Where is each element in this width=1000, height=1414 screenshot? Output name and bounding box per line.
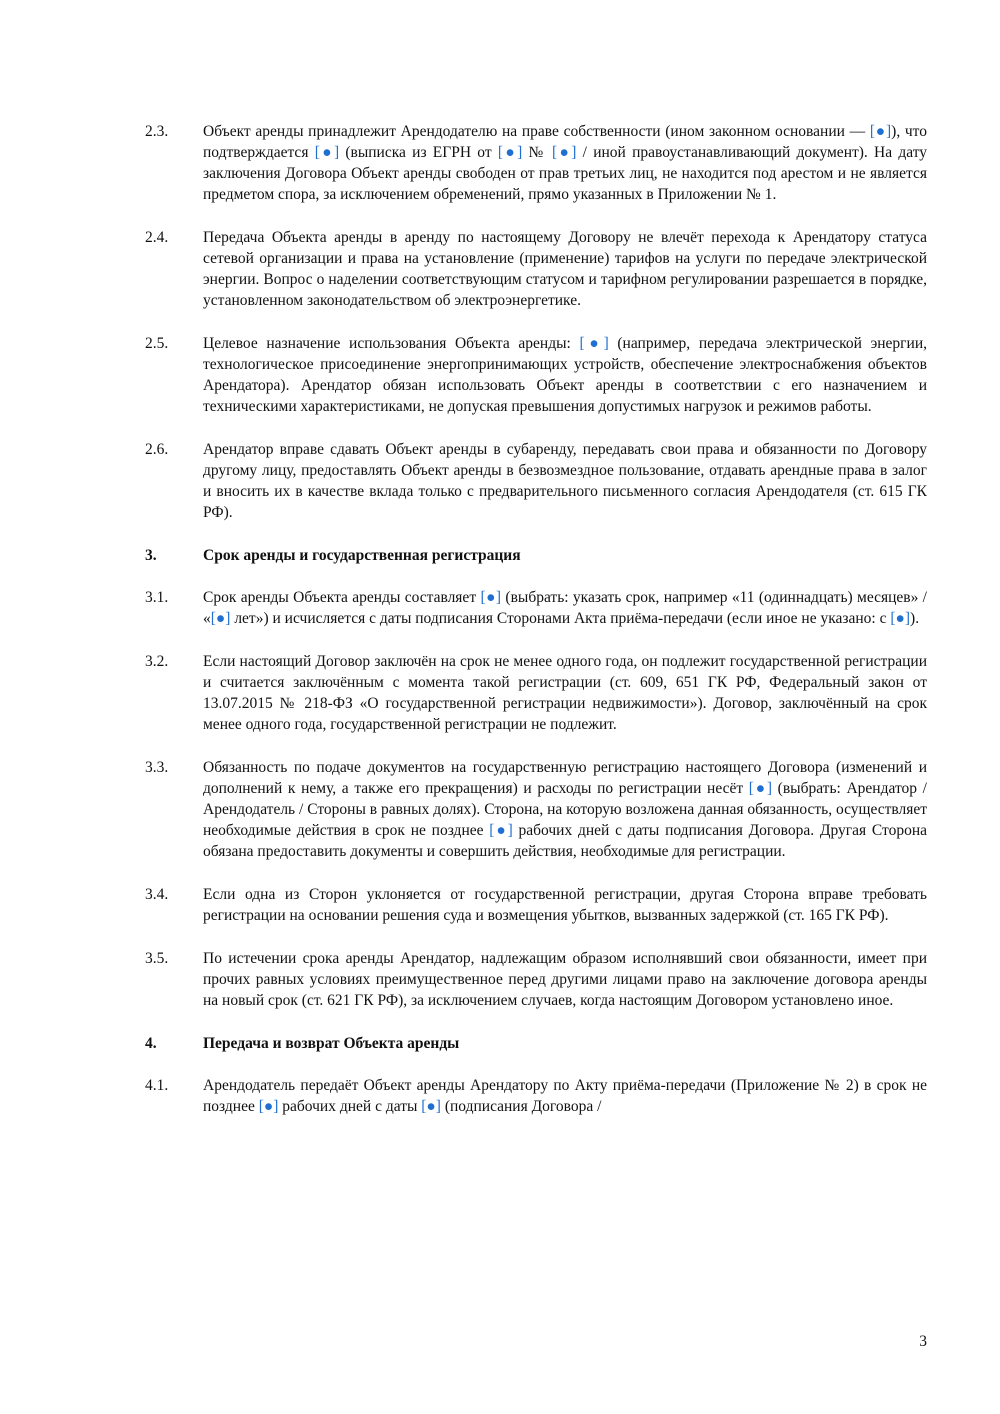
text-segment: (выбрать: Арендатор / Арендодатель / Стороны в равных долях). Сторона, на которую возложена данная обязанность, осуществляет необходимые действия в срок не позднее: [203, 780, 927, 839]
text-segment: По истечении срока аренды Арендатор, надлежащим образом исполнявший свои обязанности, имеет при прочих равных условиях преимущественное перед другими лицами право на заключение договора аренды на новый срок (ст. 621 ГК РФ), за исключением случаев, когда настоящим Договором установлено иное.: [203, 950, 927, 1009]
text-segment: Передача и возврат Объекта аренды: [203, 1035, 460, 1052]
placeholder-marker: [●]: [890, 610, 911, 627]
text-segment: №: [522, 144, 552, 161]
clause-text: [203, 227, 927, 311]
clause-number: 3.4.: [145, 886, 169, 903]
clause-number: 2.4.: [145, 229, 169, 246]
text-segment: Если одна из Сторон уклоняется от государственной регистрации, другая Сторона вправе требовать регистрации на основании решения суда и возмещения убытков, вызванных задержкой (ст. 165 ГК РФ).: [203, 886, 927, 924]
clause-number: 4.: [145, 1035, 157, 1052]
placeholder-marker: [●]: [480, 589, 502, 606]
text-segment: Целевое назначение использования Объекта аренды:: [203, 335, 580, 352]
page-number: 3: [919, 1333, 927, 1350]
text-segment: / иной правоустанавливающий документ). На дату заключения Договора Объект аренды свободен от прав третьих лиц, не находится под арестом и не является предметом спора, за исключением обременений, прямо указанных в Приложении № 1.: [203, 144, 928, 203]
clause-text: [203, 587, 927, 629]
text-segment: Арендатор вправе сдавать Объект аренды в субаренду, передавать свои права и обязанности по Договору другому лицу, предоставлять Объект аренды в безвозмездное пользование, отдавать арендные права в залог и вносить их в качестве вклада только с предварительного письменного согласия Арендодателя (ст. 615 ГК РФ).: [203, 441, 927, 521]
clause-number: 2.3.: [145, 123, 169, 140]
section-heading: [145, 545, 927, 566]
text-segment: ), что подтверждается: [203, 123, 928, 161]
placeholder-marker: [●]: [489, 822, 513, 839]
clause: [145, 227, 927, 311]
text-segment: Если настоящий Договор заключён на срок не менее одного года, он подлежит государственной регистрации и считается заключённым с момента такой регистрации (ст. 609, 651 ГК РФ, Федеральный закон от 13.07.2015 № 218-ФЗ «О государственной регистрации недвижимости»). Договор, заключённый на срок менее одного года, государственной регистрации не подлежит.: [203, 653, 927, 733]
placeholder-marker: [●]: [314, 144, 340, 161]
clause: [145, 651, 927, 735]
text-segment: (например, передача электрической энергии, технологическое присоединение энергопринимающих устройств, обеспечение электроснабжения объектов Арендатора). Арендатор обязан использовать Объект аренды в соответствии с его назначением и техническими характеристиками, не допуская превышения допустимых нагрузок и режимов работы.: [203, 335, 928, 415]
clause-number: 3.2.: [145, 653, 169, 670]
text-segment: Срок аренды и государственная регистрация: [203, 547, 521, 564]
placeholder-marker: [●]: [551, 144, 577, 161]
clause-text: [203, 757, 927, 862]
clause-text: [203, 948, 927, 1011]
clause-text: [203, 1075, 927, 1117]
clause: [145, 333, 927, 417]
document-page: [145, 121, 927, 1139]
clause-number: 3.: [145, 547, 157, 564]
text-segment: Передача Объекта аренды в аренду по настоящему Договору не влечёт перехода к Арендатору статуса сетевой организации и права на установление (применение) тарифов на услуги по передаче электрической энергии. Вопрос о наделении соответствующим статусом и тарифном регулировании разрешается в порядке, установленном законодательством об электроэнергетике.: [203, 229, 927, 309]
section-heading: [145, 1033, 927, 1054]
clause-number: 2.6.: [145, 441, 169, 458]
placeholder-marker: [●]: [869, 123, 892, 140]
text-segment: (выписка из ЕГРН от: [339, 144, 498, 161]
text-segment: Обязанность по подаче документов на государственную регистрацию настоящего Договора (изменений и дополнений к нему, а также его прекращения) и расходы по регистрации несёт: [203, 759, 927, 797]
placeholder-marker: [●]: [748, 780, 773, 797]
text-segment: (выбрать: указать срок, например «11 (одиннадцать) месяцев» / «: [203, 589, 927, 627]
placeholder-marker: [●]: [579, 335, 609, 352]
section-title: [203, 545, 927, 566]
placeholder-marker: [●]: [497, 144, 523, 161]
text-segment: Арендодатель передаёт Объект аренды Арендатору по Акту приёма-передачи (Приложение № 2) в срок не позднее: [203, 1077, 927, 1115]
clause-number: 4.1.: [145, 1077, 169, 1094]
clause-number: 3.5.: [145, 950, 169, 967]
clause-number: 2.5.: [145, 335, 169, 352]
placeholder-marker: [●]: [210, 610, 231, 627]
clause-text: [203, 884, 927, 926]
text-segment: (подписания Договора /: [440, 1098, 602, 1115]
section-title: [203, 1033, 927, 1054]
clause: [145, 587, 927, 629]
clause-number: 3.3.: [145, 759, 169, 776]
clause: [145, 948, 927, 1011]
clause-text: [203, 651, 927, 735]
clause-text: [203, 333, 927, 417]
placeholder-marker: [●]: [421, 1098, 441, 1115]
text-segment: ).: [910, 610, 920, 627]
clause: [145, 439, 927, 523]
text-segment: Объект аренды принадлежит Арендодателю на праве собственности (ином законном основании —: [203, 123, 870, 140]
clause-number: 3.1.: [145, 589, 169, 606]
placeholder-marker: [●]: [258, 1098, 279, 1115]
clause: [145, 1075, 927, 1117]
clause: [145, 884, 927, 926]
clause-text: [203, 439, 927, 523]
text-segment: Срок аренды Объекта аренды составляет: [203, 589, 481, 606]
clause-text: [203, 121, 927, 205]
text-segment: рабочих дней с даты: [278, 1098, 422, 1115]
clause: [145, 757, 927, 862]
clause: [145, 121, 927, 205]
text-segment: рабочих дней с даты подписания Договора. Другая Сторона обязана предоставить документы и совершить действия, необходимые для регистрации.: [203, 822, 928, 860]
text-segment: лет») и исчисляется с даты подписания Сторонами Акта приёма-передачи (если иное не указано: с: [230, 610, 891, 627]
